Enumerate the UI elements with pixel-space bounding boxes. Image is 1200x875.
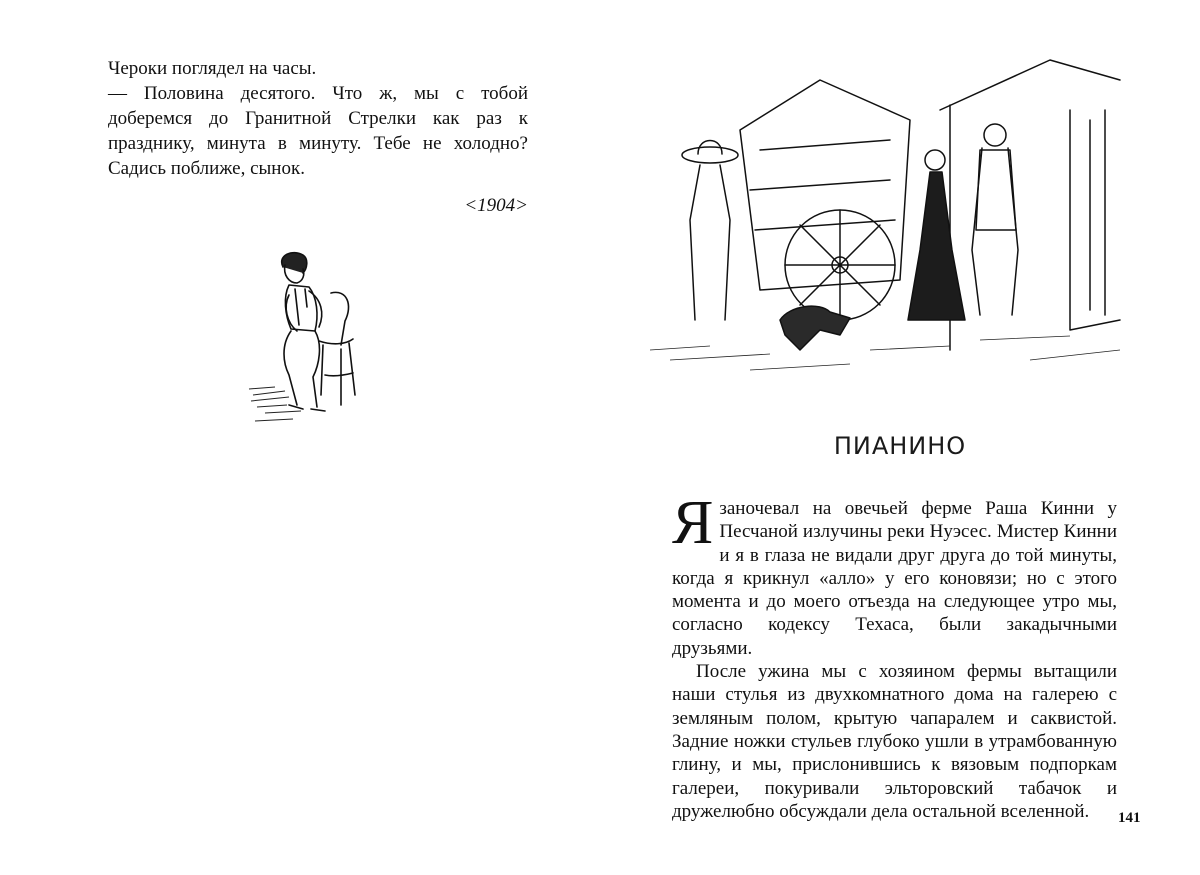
story-date: <1904> [464,195,528,216]
boy-on-chair-illustration [245,245,375,435]
page-number: 141 [1118,810,1141,826]
drop-cap: Я [672,489,714,557]
text-paragraph: Чероки поглядел на часы. [108,58,317,79]
text-paragraph: — Половина десятого. Что ж, мы с тобой доберемся до Гранитной Стрелки как раз к празднику, минута в минуту. Тебе не холодно? Садись поближе, сынок. [108,83,528,179]
story-body [672,489,1117,823]
first-paragraph-text: заночевал на овечьей ферме Раша Кинни у Песчаной излучины реки Нуэсес. Мистер Кинни и я в глаза не видали друг друга до той минуты, когда я крикнул «алло» у его коновязи; но с этого момента и до моего отъезда на следующее утро мы, согласно кодексу Техаса, были закадычными друзьями. [672,498,1117,659]
first-paragraph [672,489,1117,660]
story-title: ПИАНИНО [833,432,967,460]
left-page-text [108,56,528,218]
second-paragraph: После ужина мы с хозяином фермы вытащили наши стулья из двухкомнатного дома на галерею с земляным полом, крытую чапаралем и саквистой. Задние ножки стульев глубоко ушли в утрамбованную глину, и мы, прислонившись к вязовым подпоркам галереи, покуривали эльторовский табачок и дружелюбно обсуждали дела остальной вселенной. [672,661,1117,822]
piano-wagon-illustration [650,50,1125,375]
